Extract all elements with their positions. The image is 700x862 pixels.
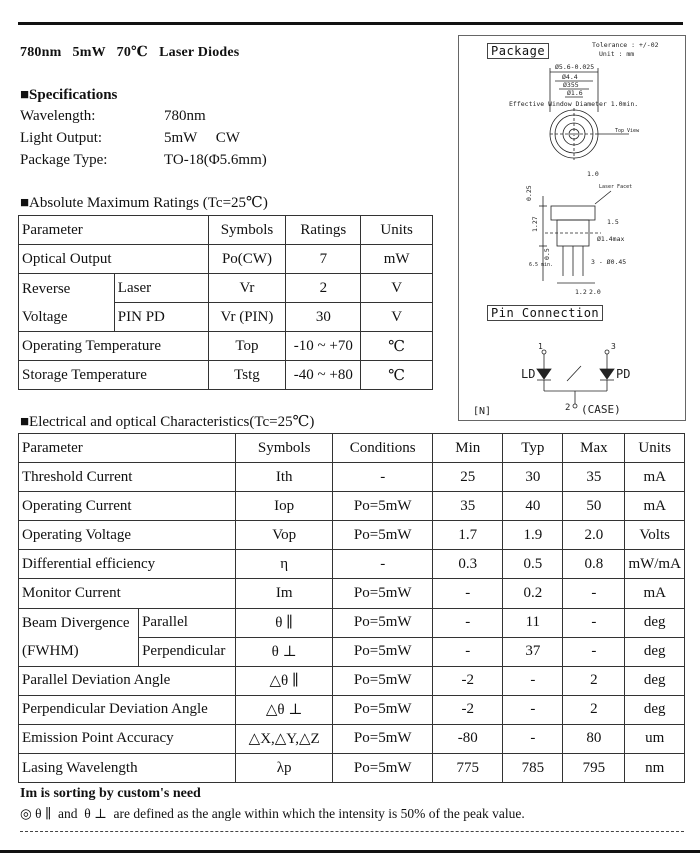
pin1-text: 1 <box>538 342 543 351</box>
table-cell: ℃ <box>361 332 433 361</box>
table-cell: - <box>563 637 625 666</box>
table-cell: Im <box>236 579 333 608</box>
pin-connection-label: Pin Connection <box>487 305 603 321</box>
table-cell: θ ⊥ <box>236 637 333 666</box>
package-drawing-frame <box>458 35 686 421</box>
table-cell: V <box>361 303 433 332</box>
table-cell: Operating Temperature <box>19 332 209 361</box>
table-cell: Operating Current <box>19 492 236 521</box>
beam-divergence-label: Beam Divergence <box>22 615 130 632</box>
table-row <box>19 245 433 274</box>
table-cell: mA <box>625 463 685 492</box>
table-cell: deg <box>625 666 685 695</box>
table-row <box>19 492 685 521</box>
table-cell: Perpendicular <box>139 637 236 666</box>
table-header: Symbols <box>208 216 286 245</box>
table-cell: 0.5 <box>503 550 563 579</box>
table-cell: 30 <box>503 463 563 492</box>
table-cell: λp <box>236 754 333 783</box>
table-row <box>19 579 685 608</box>
table-cell: Vop <box>236 521 333 550</box>
table-header: Typ <box>503 434 563 463</box>
table-cell: -2 <box>433 695 503 724</box>
table-cell: 1.7 <box>433 521 503 550</box>
table-cell: deg <box>625 608 685 637</box>
table-cell: Parallel Deviation Angle <box>19 666 236 695</box>
table-cell: 795 <box>563 754 625 783</box>
tolerance-text: Tolerance : +/-02 <box>592 41 659 49</box>
page-title: 780nm 5mW 70℃ Laser Diodes <box>20 45 240 60</box>
table-cell: 2 <box>286 274 361 303</box>
table-cell: - <box>433 608 503 637</box>
table-row <box>19 754 685 783</box>
unit-text: Unit : mm <box>599 50 635 58</box>
table-cell: Laser <box>114 274 208 303</box>
table-cell: Optical Output <box>19 245 209 274</box>
table-cell: Perpendicular Deviation Angle <box>19 695 236 724</box>
table-cell: 775 <box>433 754 503 783</box>
table-cell: θ ∥ <box>236 608 333 637</box>
table-cell: -10 ~ +70 <box>286 332 361 361</box>
table-cell: deg <box>625 695 685 724</box>
spec-light-output-value: 5mW CW <box>164 130 240 146</box>
table-cell: 2.0 <box>563 521 625 550</box>
bottom-rule <box>0 850 700 853</box>
table-row <box>19 361 433 390</box>
spec-package-value: TO-18(Φ5.6mm) <box>164 152 267 168</box>
table-cell: Po=5mW <box>333 695 433 724</box>
eoc-table <box>18 433 685 783</box>
table-cell: mA <box>625 579 685 608</box>
table-cell: Monitor Current <box>19 579 236 608</box>
table-row <box>19 608 685 637</box>
table-row <box>19 434 685 463</box>
table-cell: Differential efficiency <box>19 550 236 579</box>
laser-facet-text: Laser Facet <box>599 184 633 190</box>
table-cell: 7 <box>286 245 361 274</box>
table-cell: Lasing Wavelength <box>19 754 236 783</box>
table-cell: Operating Voltage <box>19 521 236 550</box>
table-cell: △θ ∥ <box>236 666 333 695</box>
table-row <box>19 695 685 724</box>
dashed-rule <box>20 831 684 832</box>
table-cell: um <box>625 724 685 753</box>
table-cell: - <box>333 463 433 492</box>
note-im: Im is sorting by custom's need <box>20 786 201 801</box>
table-cell: Vr <box>208 274 286 303</box>
table-cell: Emission Point Accuracy <box>19 724 236 753</box>
table-cell: - <box>333 550 433 579</box>
table-cell: -40 ~ +80 <box>286 361 361 390</box>
table-row <box>19 724 685 753</box>
table-cell: ℃ <box>361 361 433 390</box>
table-cell: Po=5mW <box>333 637 433 666</box>
table-row <box>19 216 433 245</box>
table-cell: -2 <box>433 666 503 695</box>
table-cell: nm <box>625 754 685 783</box>
table-cell: Iop <box>236 492 333 521</box>
table-cell: 35 <box>433 492 503 521</box>
table-cell: Po=5mW <box>333 579 433 608</box>
dim-10: 1.0 <box>587 170 599 178</box>
table-cell: 0.8 <box>563 550 625 579</box>
spec-package-label: Package Type: <box>20 152 108 168</box>
table-header: Max <box>563 434 625 463</box>
abs-max-table <box>18 215 433 390</box>
table-cell: 50 <box>563 492 625 521</box>
note-theta: ◎ θ ∥ and θ ⊥ are defined as the angle within which the intensity is 50% of the peak value. <box>20 806 525 821</box>
reverse-label: Reverse <box>22 280 71 297</box>
table-cell: Storage Temperature <box>19 361 209 390</box>
table-cell: 25 <box>433 463 503 492</box>
table-cell: 2 <box>563 666 625 695</box>
package-label: Package <box>487 43 549 59</box>
table-cell: △X,△Y,△Z <box>236 724 333 753</box>
table-cell: Po=5mW <box>333 521 433 550</box>
table-cell: V <box>361 274 433 303</box>
table-cell: mW <box>361 245 433 274</box>
specifications-heading: ■Specifications <box>20 87 118 103</box>
pin3-text: 3 <box>611 342 616 351</box>
table-cell: 40 <box>503 492 563 521</box>
table-cell: Ith <box>236 463 333 492</box>
case-text: (CASE) <box>581 403 621 416</box>
table-cell: - <box>433 637 503 666</box>
table-header: Parameter <box>19 216 209 245</box>
table-header: Units <box>361 216 433 245</box>
package-drawing <box>459 36 685 420</box>
dim-05: 0.5 <box>543 248 551 260</box>
table-cell: Top <box>208 332 286 361</box>
table-cell: Po=5mW <box>333 492 433 521</box>
eoc-heading: ■Electrical and optical Characteristics(Tc=25℃) <box>20 414 315 430</box>
table-cell: - <box>563 579 625 608</box>
window-text: Effective Window Diameter 1.0min. <box>509 100 639 108</box>
table-cell: - <box>433 579 503 608</box>
table-header: Symbols <box>236 434 333 463</box>
table-cell: Parallel <box>139 608 236 637</box>
table-cell: 0.3 <box>433 550 503 579</box>
table-cell: 80 <box>563 724 625 753</box>
table-cell: Threshold Current <box>19 463 236 492</box>
dim-15: 1.5 <box>607 218 619 226</box>
top-view-text: Top View <box>615 128 640 134</box>
pd-text: PD <box>616 367 631 381</box>
dim-127: 1.27 <box>531 216 539 232</box>
table-cell: Po=5mW <box>333 754 433 783</box>
dim-14: Ø1.4max <box>597 235 625 243</box>
dim-20: 2.0 <box>589 288 601 296</box>
table-cell: mA <box>625 492 685 521</box>
table-cell: Po=5mW <box>333 666 433 695</box>
table-cell: - <box>503 695 563 724</box>
table-cell: Volts <box>625 521 685 550</box>
table-cell: Po=5mW <box>333 608 433 637</box>
table-header: Parameter <box>19 434 236 463</box>
table-cell <box>19 274 115 332</box>
pins-text: 3 - Ø0.45 <box>591 258 627 266</box>
table-cell: -80 <box>433 724 503 753</box>
table-header: Conditions <box>333 434 433 463</box>
ld-text: LD <box>521 367 536 381</box>
table-cell: 37 <box>503 637 563 666</box>
spec-wavelength-value: 780nm <box>164 108 206 124</box>
table-cell: △θ ⊥ <box>236 695 333 724</box>
dim-12: 1.2 <box>575 288 587 296</box>
table-cell: PIN PD <box>114 303 208 332</box>
dim-d3: Ø355 <box>563 81 579 89</box>
table-row <box>19 521 685 550</box>
dim-025: 0.25 <box>525 185 533 201</box>
voltage-label: Voltage <box>22 308 68 325</box>
table-cell: 0.2 <box>503 579 563 608</box>
table-cell: mW/mA <box>625 550 685 579</box>
table-cell: η <box>236 550 333 579</box>
table-cell: - <box>563 608 625 637</box>
table-cell: Tstg <box>208 361 286 390</box>
table-cell <box>19 608 139 666</box>
table-cell: 11 <box>503 608 563 637</box>
table-header: Min <box>433 434 503 463</box>
top-rule <box>18 22 683 25</box>
table-header: Ratings <box>286 216 361 245</box>
table-row <box>19 274 433 303</box>
pin2-text: 2 <box>565 403 571 413</box>
table-cell: 785 <box>503 754 563 783</box>
dim-d2: Ø4.4 <box>562 73 578 81</box>
table-row <box>19 463 685 492</box>
n-text: [N] <box>473 406 492 417</box>
spec-wavelength-label: Wavelength: <box>20 108 96 124</box>
table-cell: Po=5mW <box>333 724 433 753</box>
dim-d4: Ø1.6 <box>567 89 583 97</box>
spec-light-output-label: Light Output: <box>20 130 103 146</box>
table-header: Units <box>625 434 685 463</box>
table-cell: deg <box>625 637 685 666</box>
abs-max-heading: ■Absolute Maximum Ratings (Tc=25℃) <box>20 195 268 211</box>
table-row <box>19 550 685 579</box>
dim-d1: Ø5.6-0.025 <box>555 63 595 71</box>
table-row <box>19 666 685 695</box>
table-cell: 1.9 <box>503 521 563 550</box>
table-cell: 30 <box>286 303 361 332</box>
table-row <box>19 332 433 361</box>
dim-min: 6.5 min. <box>529 262 554 268</box>
table-cell: - <box>503 724 563 753</box>
fwhm-label: (FWHM) <box>22 643 79 660</box>
table-cell: 2 <box>563 695 625 724</box>
table-cell: 35 <box>563 463 625 492</box>
table-cell: Po(CW) <box>208 245 286 274</box>
table-cell: - <box>503 666 563 695</box>
table-cell: Vr (PIN) <box>208 303 286 332</box>
